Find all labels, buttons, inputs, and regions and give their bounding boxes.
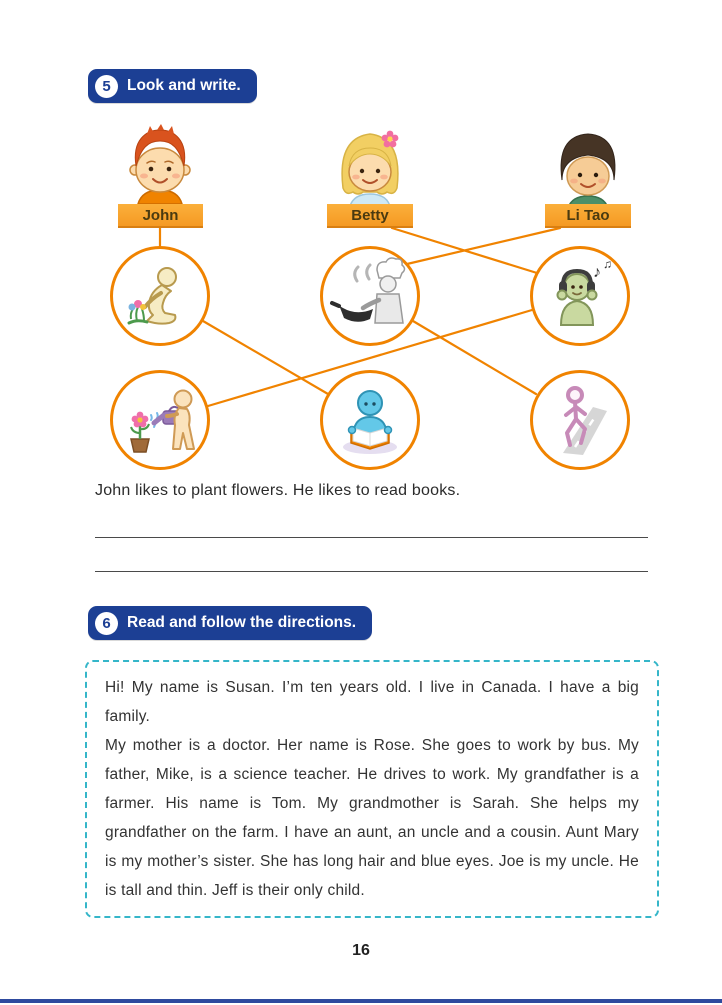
activity-read-book[interactable]: [320, 370, 420, 470]
bottom-border-bar: [0, 999, 722, 1003]
activity-water-flowers[interactable]: [110, 370, 210, 470]
name-label-john: John: [142, 206, 179, 224]
answer-line-2[interactable]: [95, 571, 648, 572]
activity-walk[interactable]: [530, 370, 630, 470]
betty-hair-flower: [382, 131, 399, 148]
section5-number-circle: 5: [95, 75, 118, 98]
activity-plant-flowers[interactable]: [110, 246, 210, 346]
betty-avatar: [332, 126, 408, 206]
svg-text:♪: ♪: [593, 264, 601, 281]
name-banner-john[interactable]: [118, 204, 203, 228]
svg-text:♫: ♫: [603, 257, 612, 271]
john-avatar: [122, 124, 198, 204]
listen-music-icon: [537, 253, 623, 339]
name-banner-litao[interactable]: [545, 204, 631, 228]
plant-flowers-icon: [117, 253, 203, 339]
example-sentence: John likes to plant flowers. He likes to read books.: [95, 482, 461, 499]
section6-title: Read and follow the directions.: [127, 614, 357, 631]
page-number: 16: [352, 942, 370, 959]
name-label-litao: Li Tao: [566, 206, 610, 224]
section5-badge: [88, 69, 257, 103]
section6-badge: [88, 606, 372, 640]
cook-icon: [327, 253, 413, 339]
litao-avatar: [550, 128, 626, 208]
section5-title: Look and write.: [127, 77, 241, 94]
section6-number-circle: 6: [95, 612, 118, 635]
name-banner-betty[interactable]: [327, 204, 413, 228]
passage-paragraph-2: My mother is a doctor. Her name is Rose. She goes to work by bus. My father, Mike, is a science teacher. He drives to work. My grandfather is a farmer. His name is Tom. My grandmother is Sarah. She helps my grandfather on the farm. I have an aunt, an uncle and a cousin. Aunt Mary is my mother’s sister. She has long hair and blue eyes. Joe is my uncle. He is tall and thin. Jeff is their only child.: [105, 737, 639, 899]
answer-line-1[interactable]: [95, 537, 648, 538]
reading-passage-box: [85, 660, 659, 918]
passage-paragraph-1: Hi! My name is Susan. I’m ten years old. I live in Canada. I have a big family.: [105, 679, 639, 725]
activity-listen-music[interactable]: [530, 246, 630, 346]
activity-cook[interactable]: [320, 246, 420, 346]
walk-icon: [537, 377, 623, 463]
name-label-betty: Betty: [351, 206, 389, 224]
read-book-icon: [327, 377, 413, 463]
water-flowers-icon: [117, 377, 203, 463]
